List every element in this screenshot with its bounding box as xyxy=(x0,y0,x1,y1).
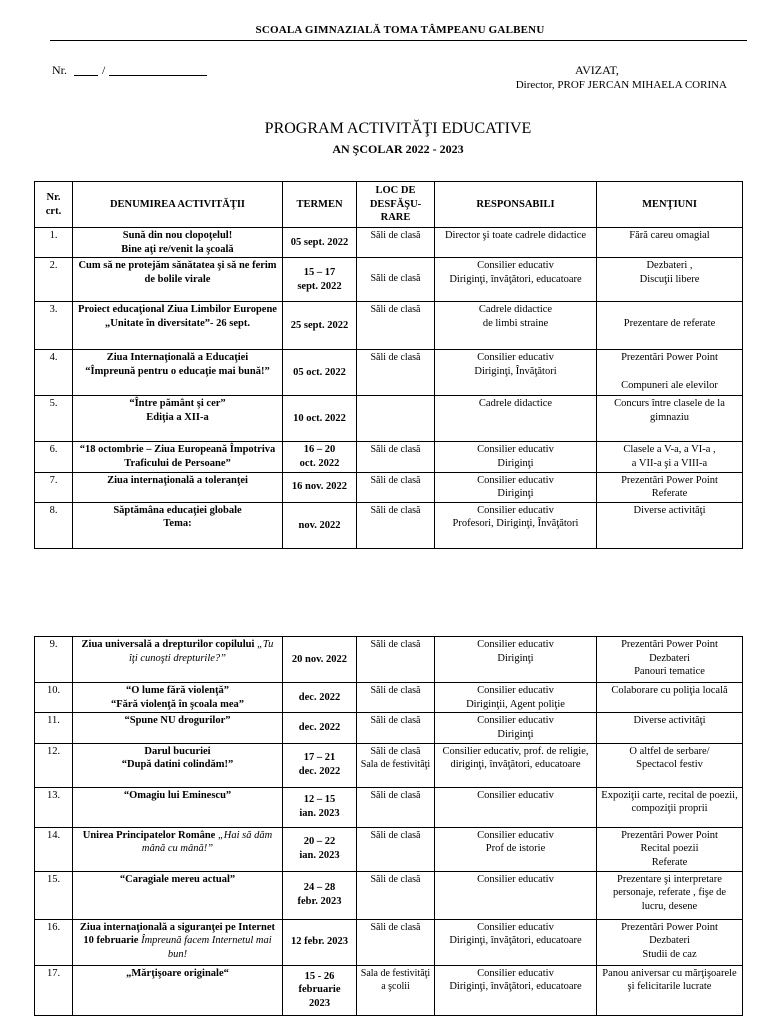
mentions: Prezentare de referate xyxy=(623,317,716,329)
location-cell xyxy=(357,396,435,442)
activity-name: “Omagiu lui Eminescu” xyxy=(123,789,232,801)
row-number-cell xyxy=(35,637,73,683)
row-number-cell xyxy=(35,683,73,713)
table-row xyxy=(35,258,743,302)
row-number: 6. xyxy=(49,444,58,456)
responsible: Cadrele didactice de limbi straine xyxy=(478,304,553,329)
activity-name-cell xyxy=(73,472,283,502)
term: 15 – 17 sept. 2022 xyxy=(297,267,342,292)
activity-name: “Spune NU drogurilor” xyxy=(124,715,231,727)
table-body-1 xyxy=(35,228,743,549)
responsible: Consilier educativ Profesori, Diriginţi, Învăţători xyxy=(452,504,579,530)
responsible-cell xyxy=(435,871,597,919)
mentions: Colaborare cu poliţia locală xyxy=(611,685,728,696)
table-row xyxy=(35,302,743,350)
location: Săli de clasă xyxy=(370,230,421,241)
activity-name-cell xyxy=(73,787,283,827)
responsible: Consilier educativ Diriginţi xyxy=(477,474,554,500)
nr-separator: / xyxy=(102,63,106,77)
location-cell xyxy=(357,302,435,350)
row-number-cell xyxy=(35,302,73,350)
mentions: Expoziţii carte, recital de poezii, compoziţii proprii xyxy=(601,789,738,815)
location-cell xyxy=(357,637,435,683)
mentions: Diverse activităţi xyxy=(633,715,706,727)
row-number: 1. xyxy=(49,230,58,241)
term-cell xyxy=(283,827,357,871)
header-responsible: RESPONSABILI xyxy=(435,182,597,228)
activity-name: Ziua internaţională a siguranţei pe Internet 10 februarie xyxy=(79,921,276,947)
table-row xyxy=(35,396,743,442)
row-number: 16. xyxy=(46,921,61,933)
responsible-cell xyxy=(435,228,597,258)
activity-name-cell xyxy=(73,637,283,683)
responsible-cell xyxy=(435,502,597,548)
row-number-cell xyxy=(35,396,73,442)
location: Sala de festivităţi a şcolii xyxy=(360,967,431,992)
term: 17 – 21 dec. 2022 xyxy=(298,752,341,778)
responsible-cell xyxy=(435,743,597,787)
mentions: Prezentări Power Point Dezbateri Panouri tematice xyxy=(621,639,718,678)
row-number-cell xyxy=(35,919,73,965)
mentions-cell xyxy=(597,350,743,396)
mentions: Prezentări Power Point Referate xyxy=(621,474,718,500)
activity-name-cell xyxy=(73,713,283,743)
table-row xyxy=(35,472,743,502)
responsible: Consilier educativ, prof. de religie, diriginţi, învăţători, educatoare xyxy=(442,745,589,771)
term: 05 sept. 2022 xyxy=(290,236,349,248)
document-title: PROGRAM ACTIVITĂŢI EDUCATIVE xyxy=(264,120,532,137)
row-number: 15. xyxy=(46,873,61,885)
activity-name: Săptămâna educaţiei globale Tema: xyxy=(113,504,242,530)
activity-name: Unirea Principatelor Române xyxy=(82,829,216,841)
mentions-cell xyxy=(597,743,743,787)
row-number: 2. xyxy=(49,260,58,272)
term: 10 oct. 2022 xyxy=(293,412,346,424)
term: 05 oct. 2022 xyxy=(293,366,346,378)
avizat-label: AVIZAT, xyxy=(575,63,619,77)
responsible-cell xyxy=(435,258,597,302)
activity-name-cell xyxy=(73,302,283,350)
activity-name: “Între pământ şi cer” Ediţia a XII-a xyxy=(129,398,226,423)
activity-name: “O lume fără violenţă” “Fără violenţă în şcoala mea” xyxy=(111,685,244,710)
location-cell xyxy=(357,713,435,743)
term-cell xyxy=(283,350,357,396)
activity-name-cell xyxy=(73,743,283,787)
activity-name: Sună din nou clopoţelul! Bine aţi re/venit la şcoală xyxy=(121,230,234,255)
mentions: Fără careu omagial xyxy=(629,230,710,241)
responsible: Consilier educativ xyxy=(477,789,554,801)
mentions-cell xyxy=(597,258,743,302)
row-number: 11. xyxy=(47,715,60,727)
term-cell xyxy=(283,258,357,302)
term-cell xyxy=(283,787,357,827)
location-cell xyxy=(357,472,435,502)
term-cell xyxy=(283,919,357,965)
location-cell xyxy=(357,258,435,302)
row-number: 14. xyxy=(46,829,61,841)
school-year: AN ŞCOLAR 2022 - 2023 xyxy=(332,142,464,156)
director-line: Director, PROF JERCAN MIHAELA CORINA xyxy=(515,79,727,91)
term-cell xyxy=(283,713,357,743)
row-number: 10. xyxy=(46,685,61,696)
activity-name: Ziua universală a drepturilor copilului xyxy=(81,639,255,650)
responsible: Consilier educativ Diriginţii, Agent poliţie xyxy=(466,685,565,710)
table-row xyxy=(35,683,743,713)
row-number-cell xyxy=(35,871,73,919)
responsible-cell xyxy=(435,472,597,502)
term: 16 nov. 2022 xyxy=(291,481,348,493)
responsible-cell xyxy=(435,713,597,743)
location-cell xyxy=(357,965,435,1015)
nr-blank-1 xyxy=(74,75,98,76)
location: Săli de clasă xyxy=(370,639,421,650)
activity-motto: „Hai să dăm mână cu mână!” xyxy=(141,829,273,855)
header-divider xyxy=(50,40,747,41)
responsible: Consilier educativ Diriginţi xyxy=(477,444,554,469)
mentions-cell xyxy=(597,787,743,827)
row-number-cell xyxy=(35,350,73,396)
location-cell xyxy=(357,350,435,396)
responsible: Consilier educativ Diriginţi xyxy=(477,715,554,740)
activity-name: Ziua Internaţională a Educaţiei “Împreună pentru o educaţie mai bună!” xyxy=(85,352,270,377)
responsible-cell xyxy=(435,350,597,396)
mentions-cell xyxy=(597,396,743,442)
row-number: 4. xyxy=(49,352,58,364)
row-number-cell xyxy=(35,827,73,871)
row-number-cell xyxy=(35,502,73,548)
mentions-cell xyxy=(597,442,743,472)
activity-name-cell xyxy=(73,965,283,1015)
responsible-cell xyxy=(435,965,597,1015)
activity-name-cell xyxy=(73,683,283,713)
mentions: Prezentări Power Point Dezbateri Studii de caz xyxy=(621,921,718,960)
location-cell xyxy=(357,787,435,827)
location-cell xyxy=(357,827,435,871)
responsible: Consilier educativ Prof de istorie xyxy=(477,829,554,855)
table-row xyxy=(35,965,743,1015)
term: dec. 2022 xyxy=(298,691,341,703)
mentions: Prezentări Power Point Recital poezii Referate xyxy=(621,829,718,868)
table-row xyxy=(35,713,743,743)
term-cell xyxy=(283,637,357,683)
nr-blank-2 xyxy=(109,75,207,76)
mentions: Dezbateri , Discuţii libere xyxy=(639,260,700,285)
row-number-cell xyxy=(35,258,73,302)
table-row xyxy=(35,228,743,258)
location-cell xyxy=(357,442,435,472)
term-cell xyxy=(283,965,357,1015)
term: 12 febr. 2023 xyxy=(290,936,349,948)
activity-name: Darul bucuriei “După datini colindăm!” xyxy=(121,745,234,771)
activity-name-cell xyxy=(73,396,283,442)
term-cell xyxy=(283,743,357,787)
mentions-cell xyxy=(597,683,743,713)
table-row xyxy=(35,787,743,827)
location: Săli de clasă xyxy=(370,504,421,516)
mentions: Prezentare şi interpretare personaje, referate , fişe de lucru, desene xyxy=(612,873,727,912)
location: Săli de clasă xyxy=(370,352,421,364)
location-cell xyxy=(357,683,435,713)
mentions: O altfel de serbare/ Spectacol festiv xyxy=(629,745,710,771)
term-cell xyxy=(283,396,357,442)
location-cell xyxy=(357,871,435,919)
responsible-cell xyxy=(435,919,597,965)
row-number: 12. xyxy=(46,745,61,757)
mentions-cell xyxy=(597,302,743,350)
activity-name-cell xyxy=(73,442,283,472)
location: Săli de clasă xyxy=(370,829,421,841)
term: 20 nov. 2022 xyxy=(291,653,348,665)
location: Săli de clasă xyxy=(370,789,421,801)
header-activity: DENUMIREA ACTIVITĂŢII xyxy=(73,182,283,228)
term: 15 - 26 februarie 2023 xyxy=(298,970,341,1009)
row-number: 7. xyxy=(49,474,58,486)
table-row xyxy=(35,350,743,396)
activity-name-cell xyxy=(73,258,283,302)
term: dec. 2022 xyxy=(298,722,341,734)
location-cell xyxy=(357,743,435,787)
responsible: Consilier educativ Diriginţi, Învăţători xyxy=(474,352,557,377)
responsible: Consilier educativ Diriginţi, învăţători, educatoare xyxy=(449,921,582,947)
header-term: TERMEN xyxy=(283,182,357,228)
mentions: Clasele a V-a, a VI-a , a VII-a şi a VIII-a xyxy=(623,444,716,469)
school-name: SCOALA GIMNAZIALĂ TOMA TÂMPEANU GALBENU xyxy=(255,24,545,36)
location-cell xyxy=(357,502,435,548)
location: Săli de clasă xyxy=(370,304,421,316)
term-cell xyxy=(283,302,357,350)
activity-name-cell xyxy=(73,350,283,396)
responsible: Consilier educativ Diriginţi, învăţători, educatoare xyxy=(449,260,582,285)
responsible-cell xyxy=(435,302,597,350)
mentions: Concurs între clasele de la gimnaziu xyxy=(614,398,725,423)
term-cell xyxy=(283,472,357,502)
table-row xyxy=(35,919,743,965)
responsible-cell xyxy=(435,396,597,442)
row-number: 13. xyxy=(46,789,61,801)
activity-name-cell xyxy=(73,502,283,548)
mentions: Panou aniversar cu mărţişoarele şi felicitarile lucrate xyxy=(602,967,737,993)
term-cell xyxy=(283,442,357,472)
activities-table-2 xyxy=(34,636,743,1016)
mentions-cell xyxy=(597,228,743,258)
activity-name-cell xyxy=(73,919,283,965)
table-row xyxy=(35,827,743,871)
registration-number xyxy=(52,63,207,78)
activity-name-cell xyxy=(73,228,283,258)
location: Săli de clasă xyxy=(370,685,421,696)
table-header-row xyxy=(35,182,743,228)
term: 20 – 22 ian. 2023 xyxy=(299,836,340,862)
responsible-cell xyxy=(435,827,597,871)
responsible: Consilier educativ xyxy=(477,873,554,885)
location: Săli de clasă xyxy=(370,273,421,285)
responsible: Consilier educativ Diriginţi xyxy=(477,639,554,664)
row-number-cell xyxy=(35,713,73,743)
term-cell xyxy=(283,502,357,548)
responsible-cell xyxy=(435,683,597,713)
responsible-cell xyxy=(435,442,597,472)
row-number: 9. xyxy=(49,639,58,650)
activity-motto: „Tu îţi cunoşti drepturile?” xyxy=(128,639,274,664)
mentions: Prezentări Power Point Compuneri ale elevilor xyxy=(621,352,718,391)
location: Săli de clasă Sala de festivităţi xyxy=(360,745,431,770)
row-number: 5. xyxy=(49,398,58,410)
table-row xyxy=(35,871,743,919)
header-nr: Nr. crt. xyxy=(35,182,73,228)
activity-name: Cum să ne protejăm sănătatea şi să ne ferim de bolile virale xyxy=(78,260,277,285)
activity-name: “Caragiale mereu actual” xyxy=(119,873,236,885)
table-row xyxy=(35,743,743,787)
table-row xyxy=(35,442,743,472)
mentions-cell xyxy=(597,502,743,548)
location: Săli de clasă xyxy=(370,873,421,885)
activity-name: „Mărţişoare originale“ xyxy=(126,967,229,979)
term: 16 – 20 oct. 2022 xyxy=(299,444,340,469)
activity-name: Proiect educaţional Ziua Limbilor Europene „Unitate în diversitate”- 26 sept. xyxy=(78,304,277,329)
mentions-cell xyxy=(597,713,743,743)
location: Săli de clasă xyxy=(370,921,421,933)
mentions-cell xyxy=(597,637,743,683)
mentions-cell xyxy=(597,472,743,502)
activity-motto: Împreună facem Internetul mai bun! xyxy=(141,935,272,960)
table-body-2 xyxy=(35,637,743,1016)
term: nov. 2022 xyxy=(298,519,341,531)
term: 24 – 28 febr. 2023 xyxy=(297,882,342,908)
responsible: Cadrele didactice xyxy=(478,398,553,410)
activity-name-cell xyxy=(73,871,283,919)
table-row xyxy=(35,502,743,548)
activity-name-cell xyxy=(73,827,283,871)
term-cell xyxy=(283,228,357,258)
responsible-cell xyxy=(435,787,597,827)
location: Săli de clasă xyxy=(370,474,421,486)
row-number-cell xyxy=(35,472,73,502)
row-number: 8. xyxy=(49,504,58,516)
responsible-cell xyxy=(435,637,597,683)
table-row xyxy=(35,637,743,683)
mentions: Diverse activităţi xyxy=(633,504,706,516)
row-number-cell xyxy=(35,442,73,472)
activities-table-1 xyxy=(34,181,743,549)
location: Săli de clasă xyxy=(370,444,421,456)
header-location: LOC DE DESFĂŞU-RARE xyxy=(357,182,435,228)
row-number-cell xyxy=(35,965,73,1015)
row-number-cell xyxy=(35,743,73,787)
row-number-cell xyxy=(35,787,73,827)
mentions-cell xyxy=(597,919,743,965)
responsible: Consilier educativ Diriginţi, învăţători, educatoare xyxy=(449,967,582,993)
nr-label: Nr. xyxy=(52,63,67,77)
location-cell xyxy=(357,228,435,258)
responsible: Director şi toate cadrele didactice xyxy=(444,230,587,241)
activity-name: “18 octombrie – Ziua Europeană Împotriva Traficului de Persoane” xyxy=(79,444,276,469)
term: 25 sept. 2022 xyxy=(290,319,349,331)
mentions-cell xyxy=(597,965,743,1015)
location: Săli de clasă xyxy=(370,715,421,727)
header-mentions: MENŢIUNI xyxy=(597,182,743,228)
row-number-cell xyxy=(35,228,73,258)
activity-name: Ziua internaţională a toleranţei xyxy=(107,474,248,486)
term: 12 – 15 ian. 2023 xyxy=(299,794,340,820)
location-cell xyxy=(357,919,435,965)
term-cell xyxy=(283,871,357,919)
term-cell xyxy=(283,683,357,713)
mentions-cell xyxy=(597,827,743,871)
row-number: 17. xyxy=(46,967,61,979)
row-number: 3. xyxy=(49,304,58,316)
mentions-cell xyxy=(597,871,743,919)
